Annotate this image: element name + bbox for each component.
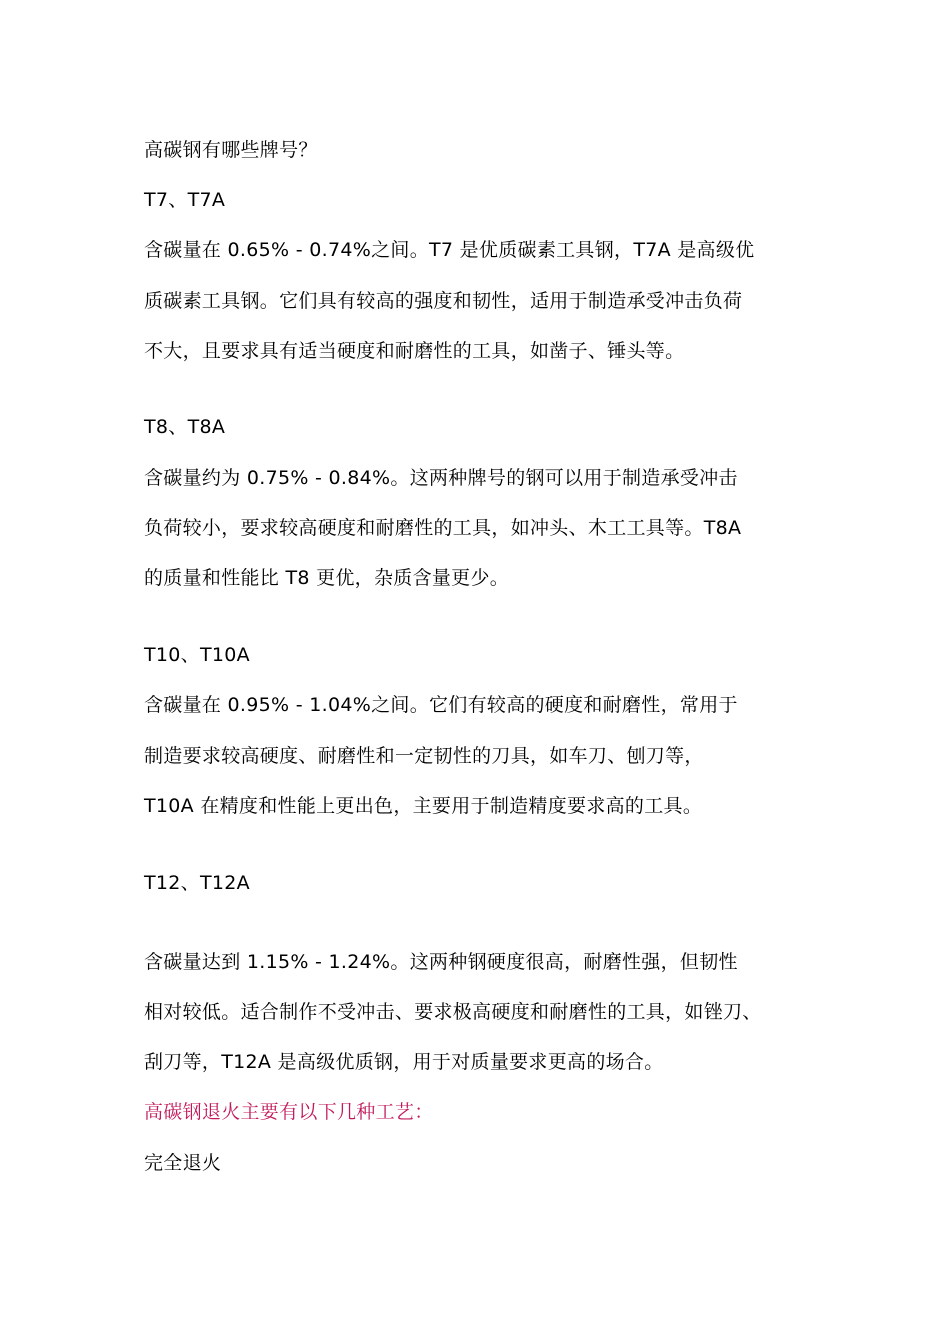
paragraph-line: 相对较低。适合制作不受冲击、要求极高硬度和耐磨性的工具，如锉刀、 — [144, 1001, 762, 1023]
paragraph-line: 质碳素工具钢。它们具有较高的强度和韧性，适用于制造承受冲击负荷 — [144, 290, 743, 312]
paragraph-line: 不大，且要求具有适当硬度和耐磨性的工具，如凿子、锤头等。 — [144, 340, 685, 362]
paragraph-line: 含碳量约为 0.75% - 0.84%。这两种牌号的钢可以用于制造承受冲击 — [144, 467, 738, 489]
section-heading-t10: T10、T10A — [144, 644, 250, 666]
annealing-heading: 高碳钢退火主要有以下几种工艺： — [144, 1101, 434, 1123]
paragraph-line: 含碳量达到 1.15% - 1.24%。这两种钢硬度很高，耐磨性强，但韧性 — [144, 951, 738, 973]
paragraph-line: 刮刀等，T12A 是高级优质钢，用于对质量要求更高的场合。 — [144, 1051, 664, 1073]
paragraph-line: 负荷较小，要求较高硬度和耐磨性的工具，如冲头、木工工具等。T8A — [144, 517, 742, 539]
paragraph-line: 制造要求较高硬度、耐磨性和一定韧性的刀具，如车刀、刨刀等， — [144, 745, 704, 767]
paragraph-line: 含碳量在 0.65% - 0.74%之间。T7 是优质碳素工具钢，T7A 是高级优 — [144, 239, 755, 261]
paragraph-line: T10A 在精度和性能上更出色，主要用于制造精度要求高的工具。 — [144, 795, 703, 817]
section-heading-t8: T8、T8A — [144, 416, 226, 438]
section-heading-t7: T7、T7A — [144, 189, 226, 211]
annealing-item: 完全退火 — [144, 1152, 222, 1174]
section-heading-t12: T12、T12A — [144, 872, 250, 894]
paragraph-line: 含碳量在 0.95% - 1.04%之间。它们有较高的硬度和耐磨性，常用于 — [144, 694, 738, 716]
question-heading: 高碳钢有哪些牌号？ — [144, 139, 318, 161]
paragraph-line: 的质量和性能比 T8 更优，杂质含量更少。 — [144, 567, 510, 589]
